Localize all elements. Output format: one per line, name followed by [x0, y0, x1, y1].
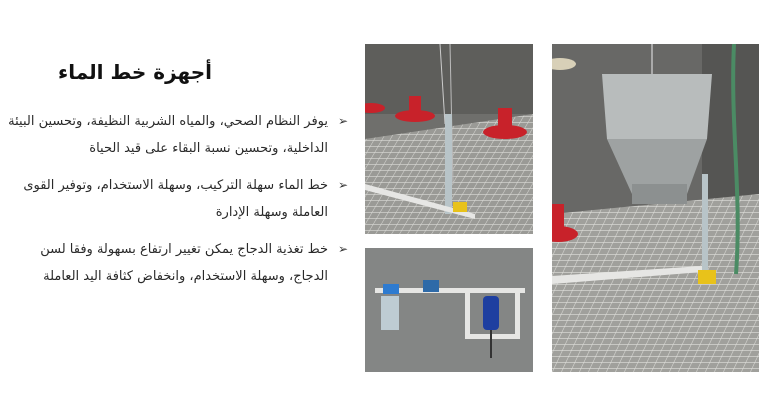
chevron-right-icon: ➢ — [337, 242, 348, 256]
feature-item — [3, 172, 348, 226]
feature-item — [3, 236, 348, 290]
feature-item — [3, 108, 348, 162]
water-filter-illustration — [365, 248, 533, 372]
page-title: أجهزة خط الماء — [58, 60, 212, 84]
feature-text: يوفر النظام الصحي، والمياه الشربية النظيفة، وتحسين البيئة الداخلية، وتحسين نسبة البقاء على قيد الحياة — [8, 114, 328, 156]
feature-text: خط الماء سهلة التركيب، وسهلة الاستخدام، وتوفير القوى العاملة وسهلة الإدارة — [23, 178, 328, 220]
water-line-photo — [365, 44, 533, 234]
water-line-illustration — [365, 44, 533, 234]
feature-text: خط تغذية الدجاج يمكن تغيير ارتفاع بسهولة وفقا لسن الدجاج، وسهلة الاستخدام، وانخفاض كثافة اليد العاملة — [40, 242, 328, 284]
text-panel — [0, 0, 360, 408]
chevron-right-icon: ➢ — [337, 178, 348, 192]
water-filter-photo — [365, 248, 533, 372]
feature-list — [3, 108, 348, 300]
hopper-feeder-photo — [552, 44, 759, 372]
chevron-right-icon: ➢ — [337, 114, 348, 128]
hopper-feeder-illustration — [552, 44, 759, 372]
